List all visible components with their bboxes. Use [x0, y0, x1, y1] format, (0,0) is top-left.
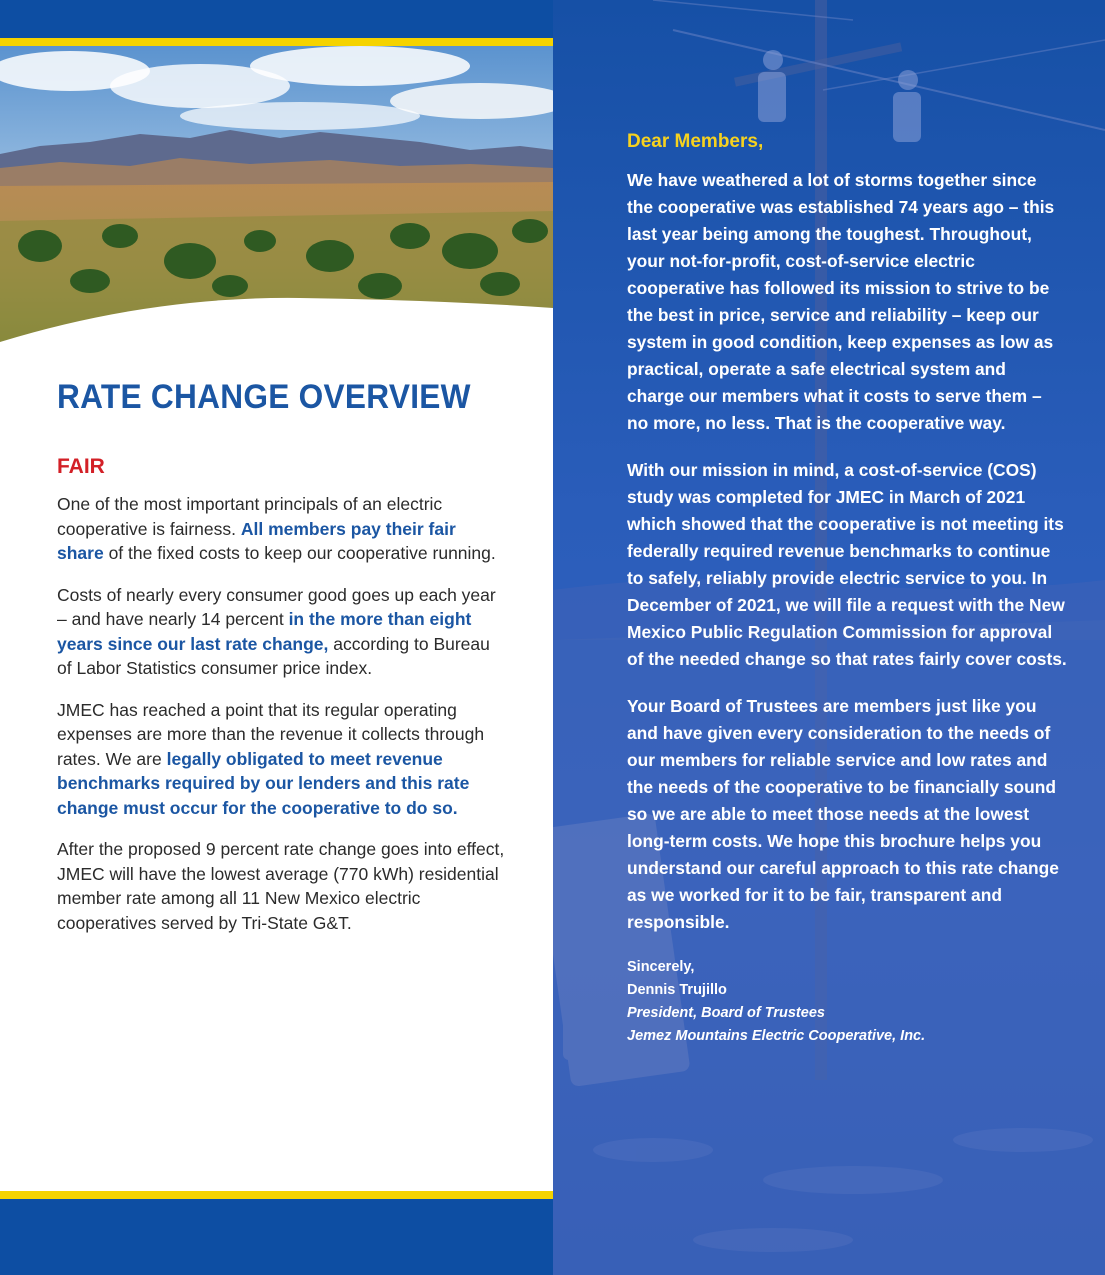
top-yellow-stripe — [0, 38, 553, 46]
bottom-yellow-stripe — [0, 1191, 553, 1199]
letter-paragraph: We have weathered a lot of storms together since the cooperative was established 74 years ago – this last year being among the toughest. Throughout, your not-for-profit, cost-of-service electric cooperative has followed its mission to strive to be the best in price, service and reliability – keep our system in good condition, keep expenses as low as practical, operate a safe electrical system and charge our members what it costs to serve them – no more, no less. That is the cooperative way. — [627, 170, 1055, 433]
letter-greeting: Dear Members, — [627, 131, 764, 152]
overview-paragraph — [57, 698, 507, 821]
desert-landscape-image — [0, 46, 553, 346]
overview-paragraph — [57, 837, 507, 935]
paragraph-text: Costs of nearly every consumer good goes up each year – and have nearly 14 percent — [57, 584, 496, 629]
signature-name: Dennis Trujillo — [627, 982, 727, 998]
signature-organization: Jemez Mountains Electric Cooperative, Inc. — [627, 1028, 926, 1044]
letter-to-members — [627, 131, 1067, 1048]
page-title: RATE CHANGE OVERVIEW — [57, 378, 471, 416]
paragraph-text: One of the most important principals of an electric cooperative is fairness. — [57, 494, 443, 539]
signature-title: President, Board of Trustees — [627, 1005, 825, 1021]
top-blue-band — [0, 0, 553, 38]
letter-paragraph: Your Board of Trustees are members just like you and have given every consideration to the needs of our members for reliable service and low rates and the needs of the cooperative to be financially sound so we are able to meet those needs at the lowest long-term costs. We hope this brochure helps you understand our careful approach to this rate change as we worked for it to be fair, transparent and responsible. — [627, 696, 1059, 932]
overview-paragraph — [57, 583, 507, 681]
paragraph-text: of the fixed costs to keep our cooperative running. — [103, 543, 496, 563]
highlighted-text: legally obligated to meet revenue benchmarks required by our lenders and this rate change must occur for the cooperative to do so. — [57, 748, 470, 818]
paragraph-text: JMEC has reached a point that its regular operating expenses are more than the revenue it collects through rates. We are — [57, 699, 485, 769]
highlighted-text: in the more than eight years since our last rate change, — [57, 609, 472, 654]
right-panel — [553, 0, 1105, 1275]
bottom-blue-band — [0, 1199, 553, 1275]
signature-block — [627, 956, 1067, 1048]
paragraph-text: according to Bureau of Labor Statistics consumer price index. — [57, 633, 490, 678]
overview-paragraph — [57, 492, 507, 566]
letter-paragraph: With our mission in mind, a cost-of-service (COS) study was completed for JMEC in March of 2021 which showed that the cooperative is not meeting its federally required revenue benchmarks to continue to safely, reliably provide electric service to you. In December of 2021, we will file a request with the New Mexico Public Regulation Commission for approval of the needed change so that rates fairly cover costs. — [627, 460, 1067, 669]
paragraph-text: After the proposed 9 percent rate change goes into effect, JMEC will have the lowest average (770 kWh) residential member rate among all 11 New Mexico electric cooperatives served by Tri-State G&T. — [57, 839, 505, 933]
highlighted-text: All members pay their fair share — [57, 518, 456, 563]
overview-body — [57, 492, 507, 952]
signature-closing: Sincerely, — [627, 959, 695, 975]
section-heading-fair: FAIR — [57, 455, 105, 478]
